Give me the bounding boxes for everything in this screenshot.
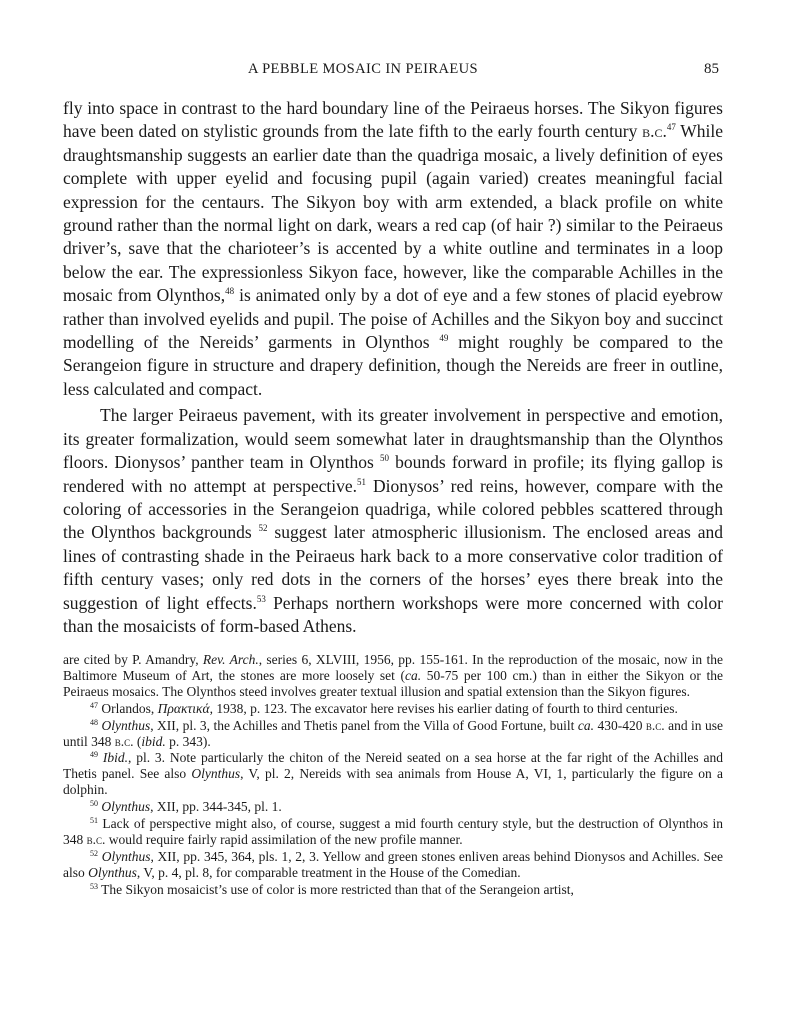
- p1-bc: b.c.: [642, 121, 667, 142]
- note-italic: Olynthus: [88, 864, 137, 880]
- note-text: , XII, pp. 344-345, pl. 1.: [150, 799, 282, 815]
- footnote-49: [63, 750, 723, 798]
- p2-text-5: Perhaps northern workshops were more concerned with color than the mosaicists of form-based Athens.: [63, 592, 724, 636]
- note-text: would require fairly rapid assimilation of the new profile manner.: [105, 831, 463, 847]
- p1-text-3: is animated only by a dot of eye and a few stones of placid eyebrow rather than involved eyelids and pupil. The poise of Achilles and the Sikyon boy and succinct modelling of the Nereids’ garments in Olynthos: [63, 285, 723, 353]
- p2-text-4: suggest later atmospheric illusionism. The enclosed areas and lines of contrasting shade in the Peiraeus hark back to a more conservative color tradition of fifth century vases; only red dots in the corners of the horses’ eyes there break into the suggestion of light effects.: [63, 522, 723, 613]
- note-text: 430-420: [594, 717, 646, 733]
- footnote-ref-48: 48: [225, 286, 235, 297]
- p1-text-2: While draughtsmanship suggests an earlier date than the quadriga mosaic, a lively definition of eyes complete with upper eyelid and focusing pupil (again varied) creates meaningful facial expression for the centaurs. The Sikyon boy with arm extended, a black profile on white ground rather than the normal light on dark, wears a red cap (of hair ?) similar to the Peiraeus driver’s, save that the charioteer’s is accented by a white outline and terminates in a loop below the ear. The expressionless Sikyon face, however, like the comparable Achilles in the mosaic from Olynthos,: [63, 121, 723, 306]
- note-text: , XII, pp. 345, 364, pls. 1, 2, 3. Yellow and green stones enliven areas behind Dionysos and Achilles. See also: [63, 848, 724, 880]
- note-text: , pl. 3. Note particularly the chiton of the Nereid seated on a sea horse at the far right of the Achilles and Thetis panel. See also: [63, 750, 724, 782]
- note-text: (: [133, 733, 142, 749]
- note-text: , 1938, p. 123. The excavator here revises his earlier dating of fourth to third centuries.: [209, 700, 678, 716]
- footnote-ref-52: 52: [258, 523, 268, 534]
- note-italic: ca.: [405, 667, 422, 683]
- note-italic: Olynthus: [101, 848, 151, 864]
- note-text: , V, pl. 2, Nereids with sea animals from House A, VI, 1, particularly the figure on a dolphin.: [63, 766, 723, 798]
- footnote-47: [63, 701, 723, 717]
- footnote-ref-49: 49: [439, 333, 449, 344]
- note-text: , V, p. 4, pl. 8, for comparable treatment in the House of the Comedian.: [136, 864, 521, 880]
- note-text: , XII, pl. 3, the Achilles and Thetis panel from the Villa of Good Fortune, built: [150, 717, 578, 733]
- note-italic: Olynthus: [101, 717, 151, 733]
- footnote-48: [63, 718, 723, 750]
- note-italic: Olynthus: [191, 766, 241, 782]
- footnote-ref-50: 50: [380, 453, 389, 464]
- footnote-ref-47: 47: [666, 122, 676, 133]
- note-text: The Sikyon mosaicist’s use of color is more restricted than that of the Serangeion artist,: [98, 881, 574, 897]
- running-title: A PEBBLE MOSAIC IN PEIRAEUS: [248, 61, 478, 77]
- note-text: and in use until 348: [63, 717, 724, 749]
- note-bc: b.c.: [645, 717, 665, 733]
- footnotes: [63, 652, 723, 899]
- note-italic: Ibid.: [102, 750, 128, 766]
- note-text: , series 6, XLVIII, 1956, pp. 155-161. In the reproduction of the mosaic, now in the Baltimore Museum of Art, the stones are more loosely set (: [63, 652, 723, 683]
- note-italic: Πρακτικά: [157, 700, 210, 716]
- note-text: Lack of perspective might also, of course, suggest a mid fourth century style, but the destruction of Olynthos in 348: [63, 816, 723, 847]
- body-text: [63, 97, 723, 638]
- note-italic: ca.: [577, 717, 594, 733]
- paragraph-1: [63, 97, 723, 401]
- footnote-ref-51: 51: [356, 476, 366, 487]
- note-italic: Olynthus: [101, 799, 151, 815]
- footnote-number: 49: [90, 750, 98, 760]
- footnote-52: [63, 849, 723, 881]
- note-bc: b.c.: [86, 831, 106, 847]
- footnote-number: 51: [90, 816, 98, 826]
- note-italic: ibid.: [141, 733, 166, 749]
- footnote-number: 50: [90, 799, 98, 809]
- note-italic: Rev. Arch.: [202, 652, 259, 667]
- note-bc: b.c.: [114, 733, 134, 749]
- footnote-number: 52: [90, 848, 98, 858]
- note-text: 50-75 per 100 cm.) than in either the Sikyon or the Peiraeus mosaics. The Olynthos steed involves greater textual illusion and spatial extension than the Sikyon figures.: [63, 667, 723, 699]
- footnote-number: 53: [90, 881, 98, 891]
- footnote-number: 47: [90, 700, 98, 710]
- footnote-50: [63, 799, 723, 815]
- p2-text-3: Dionysos’ red reins, however, compare with the coloring of accessories in the Serangeion quadriga, while colored pebbles scattered through the Olynthos backgrounds: [63, 475, 723, 543]
- note-text: are cited by P. Amandry,: [63, 652, 203, 667]
- page-number: 85: [704, 61, 719, 77]
- footnote-53: [63, 882, 723, 898]
- note-text: p. 343).: [165, 733, 211, 749]
- footnote-51: [63, 816, 723, 848]
- paragraph-2: [63, 404, 723, 638]
- p1-text-4: might roughly be compared to the Serangeion figure in structure and drapery definition, though the Nereids are freer in outline, less calculated and compact.: [63, 332, 724, 399]
- p2-text-1: The larger Peiraeus pavement, with its greater involvement in perspective and emotion, its greater formalization, would seem somewhat later in draughtsmanship than the Olynthos floors. Dionysos’ panther team in Olynthos: [63, 405, 723, 473]
- footnote-number: 48: [90, 717, 98, 727]
- note-text: Orlandos,: [98, 700, 158, 716]
- p1-text-1: fly into space in contrast to the hard boundary line of the Peiraeus horses. The Sikyon figures have been dated on stylistic grounds from the late fifth to the early fourth century: [63, 98, 723, 142]
- footnote-continuation: [63, 652, 723, 700]
- footnote-ref-53: 53: [256, 593, 266, 604]
- p2-text-2: bounds forward in profile; its flying gallop is rendered with no attempt at perspective.: [63, 452, 723, 496]
